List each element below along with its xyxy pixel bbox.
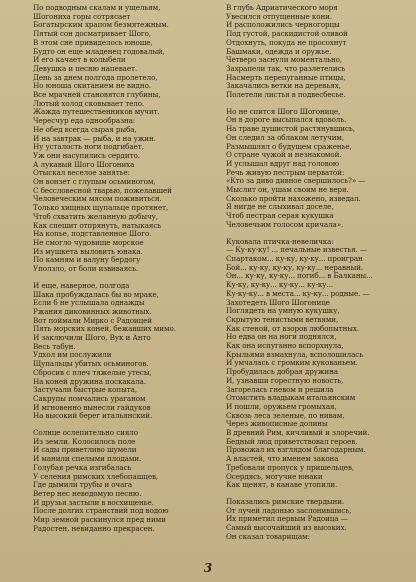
poem-line: Башмаки, одежда и оружье. <box>226 46 332 56</box>
poem-line: Не обед всегда сырая рыба, <box>33 124 137 134</box>
stanza <box>33 4 209 274</box>
poem-line: Захотедеть Шого Шогонице <box>226 297 330 307</box>
poem-line: На копье, подставленное Шого. <box>33 229 152 239</box>
poem-line: Чересчур еда однообразна: <box>33 116 136 126</box>
poem-line: Не смогло чудовище морское <box>33 237 144 247</box>
poem-line: В этом сне привиделось юноше, <box>33 37 153 47</box>
poem-line: По камням и валуну бердогу <box>33 255 141 265</box>
poem-line: Если б не услышала однажды <box>33 298 145 308</box>
poem-line: Он вонзет с глупым осьминогом, <box>33 177 156 187</box>
poem-line: По подводным скалам и ущельям, <box>33 3 161 12</box>
poem-line: На высокий берег итальянский. <box>33 411 153 421</box>
poem-line: Захрапели так, что разлетелись <box>226 63 346 73</box>
poem-line: Спартаком... ку-ку, ку-ку... проигран <box>226 253 363 263</box>
poem-line: Уж они насупились сердито. <box>33 150 140 160</box>
poem-line: В глубь Адриатического моря <box>226 3 338 12</box>
poem-line: Отыскал веселое занятье: <box>33 168 130 178</box>
poem-line: Как стеной, от взоров любопытных. <box>226 323 360 333</box>
stanza <box>33 282 209 421</box>
poem-line: Их приметил первым Радоица — <box>226 514 348 524</box>
poem-line: Крыльями взмахнула, всполошилась <box>226 349 364 359</box>
poem-line: Провожал их взглядом благодарным. <box>226 445 366 455</box>
poem-line: Чтоб схватить желанную добычу, <box>33 211 158 221</box>
poem-line: И еще, наверное, полгода <box>33 280 130 290</box>
poem-line: Поглядеть на умную кукушку, <box>226 306 340 316</box>
stanza <box>226 108 408 230</box>
poem-line: Сбросив с плеч тяжелые утесы, <box>33 367 152 377</box>
poem-line: Но едва он на ноги поднялся, <box>226 332 337 342</box>
poem-line: Сколько пройти нахожено, изведал. <box>226 193 361 203</box>
poem-line: Ну усталость ноги подгибает, <box>33 142 144 152</box>
poem-line: А властей, что именем закона <box>226 454 339 464</box>
stanza <box>33 429 209 533</box>
poem-line: На коней дружина поскакала. <box>33 376 146 386</box>
page-number: 3 <box>203 561 213 575</box>
poem-line: И его качает в колыбели <box>33 55 126 65</box>
poem-line: Отдохнуть, покуда не просохнут <box>226 37 347 47</box>
poem-line: А лукавый Шого Шогониха <box>33 159 135 169</box>
poem-line: После долгих странствий под водою <box>33 506 169 516</box>
poem-line: Мыслит он, ушам своим не веря. <box>226 185 349 195</box>
poem-line: Шака пробуждалась бы во мраке, <box>33 289 159 299</box>
poem-line: Из земли. Колосилось поле <box>33 436 136 446</box>
poem-line: Увесился отпущенные кони. <box>226 11 333 21</box>
poem-line: И расположились черногорцы <box>226 20 340 30</box>
poem-line: Вот поймали Мирко с Радоицей <box>33 315 152 325</box>
poem-line: Размышлял о будущем сраженье, <box>226 141 352 151</box>
poem-line: Мир земной раскинулся пред ними <box>33 515 166 525</box>
poem-line: Пятый сон досматривает Шого, <box>33 29 151 39</box>
poem-line: Чтоб пестрая серая кукушка <box>226 211 334 221</box>
poem-line: Пробудилась добрая дружина <box>226 367 338 377</box>
poem-line: Он следил за облаком летучим, <box>226 132 345 142</box>
right-column <box>226 4 408 549</box>
poem-line: Где дымили трубы и очага <box>33 480 133 490</box>
poem-line: Через живописные долины <box>226 419 328 429</box>
poem-line: Сакрупы помчались ураганом <box>33 393 146 403</box>
poem-line: И манили спелыми плодами. <box>33 454 142 464</box>
poem-line: Четверо заснули моментально, <box>226 55 343 65</box>
poem-line: Закачались ветки на деревьях, <box>226 81 341 91</box>
poem-line: «Кто за диво дивное свершилось?» — <box>226 176 366 186</box>
poem-line: У селения римских хлебопашцев, <box>33 471 159 481</box>
poem-line: Ржания диковинных животных. <box>33 306 152 316</box>
poem-line: И мгновенно вынесли гайдуков <box>33 402 151 412</box>
poem-line: День за днем полгода пролетело, <box>33 72 158 82</box>
poem-line: И сады приветливо шумели <box>33 445 137 455</box>
poem-line: На траве душистой растянувшись, <box>226 124 355 134</box>
poem-line: Все мрачней становятся глубины, <box>33 90 161 100</box>
poem-line: Речь живую пестрым первато́й: <box>226 167 345 177</box>
poem-line: Бедный люд приветствовал героев. <box>226 436 358 446</box>
poem-line: И умчалась с громким кукованьем. <box>226 358 358 368</box>
poem-line: Будто он еще младенец годовалый, <box>33 46 165 56</box>
poem-line: Из мушкета выловить юнака. <box>33 246 143 256</box>
poem-line: Полетели листья в подвесбесье. <box>226 90 346 100</box>
poem-line: Показались римские твердыни. <box>226 496 345 506</box>
poem-line: Человечьим голосом кричала». <box>226 219 344 229</box>
poem-line: Уползло, от боли извиваясь. <box>33 264 139 274</box>
poem-line: Под густой, раскидистой оливой <box>226 29 348 39</box>
poem-line: Он в дороге высыпался вдоволь. <box>226 115 347 125</box>
poem-line: Я нигде не слыхивал доселе, <box>226 202 334 212</box>
poem-line: Щупальцы убитых осьминогов. <box>33 359 149 369</box>
poem-line: Ку-ку, ку-ку... ку-ку... ку-ку... <box>226 280 333 290</box>
poem-line: Как спешит отпрянуть, натыкаясь <box>33 220 162 230</box>
stanza <box>226 4 408 100</box>
poem-line: Он... ку-ку, ку-ку... погиб... в Балканы... <box>226 271 373 281</box>
poem-line: Как она испуганно вспорхнула, <box>226 341 344 351</box>
poem-line: От лучей ладонью заслонившись, <box>226 505 352 515</box>
poem-line: В древний Рим, кичливый и злоречий. <box>226 428 370 438</box>
poem-line: Богатырским храпом безмятежным. <box>33 20 169 30</box>
poem-line: Насмерть перепуганные птицы, <box>226 72 346 82</box>
poem-line: И на завтрак — рыба, и на ужин. <box>33 133 156 143</box>
poem-line: И друзья застыли в восхищенье. <box>33 497 154 507</box>
poem-line: Как щенят, в канаве утопили. <box>226 480 338 490</box>
poem-line: Шогониха горы сотрясает <box>33 11 131 21</box>
poem-line: Требовали пропуск у пришельцев, <box>226 462 355 472</box>
poem-line: И пошли, оружьем громыхая, <box>226 401 337 411</box>
poem-line: Удхол им послужили <box>33 350 112 360</box>
poem-line: Он сказал товарищам: <box>226 531 310 541</box>
poem-line: Радостен, невиданно прекрасен. <box>33 523 155 533</box>
poem-line: Девушка и песню напевает. <box>33 63 138 73</box>
poem-line: И услышал вдруг над головою <box>226 158 339 168</box>
poem-line: О стране чужой и незнакомой. <box>226 150 342 160</box>
poem-line: Солнце ослепительно сияло <box>33 428 138 438</box>
poem-line: Лютый холод сковывает тело. <box>33 98 145 108</box>
stanza <box>226 498 408 542</box>
poem-line: Голубая речка изгибалась <box>33 462 132 472</box>
poem-line: Отомстить владыкам итальянским <box>226 393 356 403</box>
poem-line: Застучали быстрые копыта, <box>33 385 137 395</box>
poem-line: Но юноша скитанием не видно. <box>33 81 151 91</box>
poem-line: Осердясь, могучие юнаки <box>226 471 323 481</box>
poem-line: Ку-ку-ку... в места... ку-ку... родные. — <box>226 288 370 298</box>
stanza <box>226 238 408 490</box>
left-column <box>33 4 209 541</box>
poem-line: И, узнавши горестную новость, <box>226 375 344 385</box>
poem-line: Самый высочайший из высоких. <box>226 523 347 533</box>
poem-line: Весь табун. <box>33 341 76 351</box>
poem-line: Жажда путешественников мучит. <box>33 107 160 117</box>
poem-line: Скрытую тенистыми ветвями, <box>226 314 339 324</box>
poem-line: Человеческим мясом поживиться. <box>33 194 162 204</box>
poem-line: С бессловесной тварью, пожелавшей <box>33 185 172 195</box>
poem-line: — Ку-ку-ку! ... печальные известья. — <box>226 245 368 255</box>
poem-line: Только хищных щупальце протянет, <box>33 203 169 213</box>
poem-line: Куковала птичка-невеличка: <box>226 236 334 246</box>
poem-line: Но не спится Шого Шогонице, <box>226 106 341 116</box>
poem-line: И заключили Шого, Вук и Анто <box>33 333 151 343</box>
poem-line: Сквозь леса зеленые, по нивам, <box>226 410 345 420</box>
poem-line: Пять морских коней, бежавших мимо. <box>33 324 176 334</box>
poem-line: Ветер нес неведомую песню. <box>33 488 142 498</box>
poem-line: Бой... ку-ку, ку-ку, ку-ку... неравный. <box>226 262 364 272</box>
poem-line: Загорелась гневом и решила <box>226 384 334 394</box>
